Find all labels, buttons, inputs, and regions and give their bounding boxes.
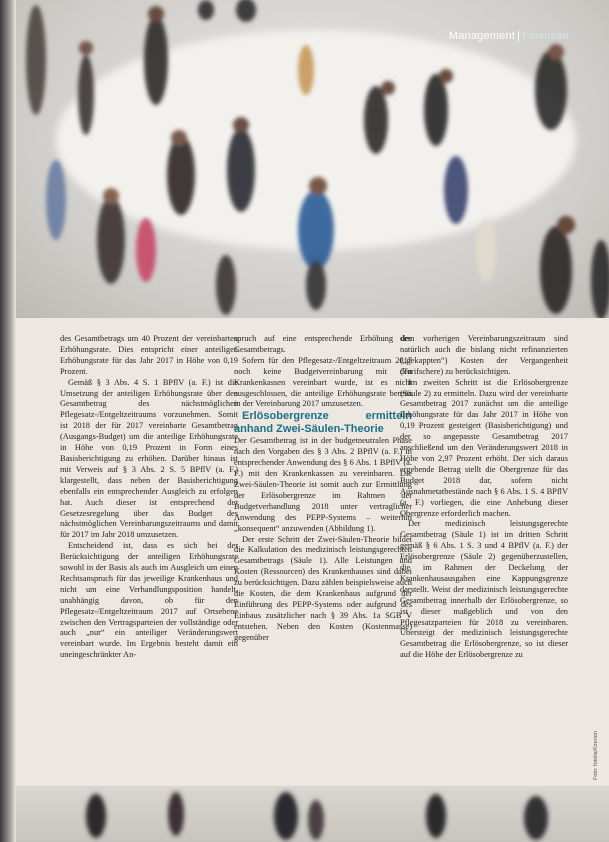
subsection-label: Finanzen: [522, 30, 569, 42]
paragraph: Entscheidend ist, dass es sich bei der Berücksichtigung der anteiligen Erhöhungsrate sowohl in der Basis als auch im Ausgleich um einen Rechtsanspruch für das jeweilige Krankenhaus und nicht um eine Verhandlungsposition handelt, unabhängig davon, ob für den Pflegesatz-/Entgeltzeitraum 2017 auf Ortsebene zwischen den Vertragsparteien der vollständige oder auch „nur“ ein anteiliger Veränderungswert vereinbart wurde. Im Ergebnis besteht damit ein uneingeschränkter An-: [60, 541, 238, 660]
text-column-2: [234, 334, 412, 784]
section-header: [449, 30, 569, 42]
bottom-photo-strip: [16, 786, 609, 842]
section-separator: |: [517, 30, 521, 42]
section-label: Management: [448, 30, 516, 42]
paragraph: Der erste Schritt der Zwei-Säulen-Theorie bildet die Kalkulation des medizinisch leistungsgerechten Gesamtbetrags (Säule 1). Alle Leistungen und Kosten (Ressourcen) des Krankenhauses sind dabei zu berücksichtigen. Dazu zählen beispielsweise auch die Kosten, die dem Krankenhaus aufgrund der Einführung des PEPP-Systems oder aufgrund des Einbaus zusätzlicher nach § 39 Abs. 1a SGB V entstehen. Neben den Kosten (Kostenmasse) gegenüber: [234, 534, 412, 642]
paragraph: Der medizinisch leistungsgerechte Gesamtbetrag (Säule 1) ist im dritten Schritt gemäß § 6 Abs. 1 S. 3 und 4 BPflV (a. F.) der Erlösobergrenze (Säule 2) gegenüberzustellen, die im Rahmen der Deckelung der Krankenhausausgaben eine Kappungsgrenze darstellt. Weist der medizinisch leistungsgerechte Gesamtbetrag innerhalb der Erlösobergrenze, so ist dieser maßgeblich und von den Pflegesatzparteien für 2018 zu vereinbaren. Übersteigt der medizinisch leistungsgerechte Gesamtbetrag die Erlösobergrenze, so ist dieser auf die Höhe der Erlösobergrenze zu: [400, 519, 568, 660]
paragraph: Im zweiten Schritt ist die Erlösobergrenze (Säule 2) zu ermitteln. Dazu wird der vereinbarte Gesamtbetrag 2017 zunächst um die anteilige Erhöhungsrate für das Jahr 2017 in Höhe von 0,19 Prozent gesteigert (Basisberichtigung) und der so angepasste Gesamtbetrag 2017 anschließend um den Veränderungswert 2018 in Höhe von 2,97 Prozent erhöht. Der sich daraus ergebende Betrag stellt die Obergrenze für das Budget 2018 dar, sofern nicht Ausnahmetatbestände nach § 6 Abs. 1 S. 4 BPflV (a. F.) vorliegen, die eine Anhebung dieser Obergrenze erforderlich machen.: [400, 377, 568, 518]
blurred-feet-photo-icon: [16, 786, 609, 842]
crowd-photo: [16, 0, 609, 318]
paragraph: dem vorherigen Vereinbarungszeitraum sind natürlich auch die bislang nicht refinanzierten („gekappten“) Kosten der Vergangenheit (Tarifschere) zu berücksichtigen.: [400, 334, 568, 376]
blurred-crowd-photo-icon: [16, 0, 609, 318]
paragraph: Der Gesamtbetrag ist in der budgetneutralen Phase nach den Vorgaben des § 3 Abs. 2 BPflV (a. F.) in entsprechender Anwendung des § 6 Abs. 1 BPflV (a. F.) mit den Krankenkassen zu vereinbaren. Die Zwei-Säulen-Theorie ist somit auch zur Ermittlung der Erlösobergrenze im Rahmen der Budgetverhandlung 2018 unter vertraglicher Anwendung des PEPP-Systems – weiterhin „konsequent“ anzuwenden (Abbildung 1).: [234, 436, 412, 533]
text-column-1: [60, 334, 238, 784]
paragraph: spruch auf eine entsprechende Erhöhung des Gesamtbetrags.: [234, 334, 412, 354]
text-column-3: [400, 334, 568, 784]
paragraph: des Gesamtbetrags um 40 Prozent der vereinbarten Erhöhungsrate. Dies entspricht einer anteiligen Erhöhungsrate für das Jahr 2017 in Höhe von 0,19 Prozent.: [60, 334, 238, 376]
paragraph: Gemäß § 3 Abs. 4 S. 1 BPflV (a. F.) ist die Umsetzung der anteiligen Erhöhungsrate über den Gesamtbetrag des nächstmöglichen Pflegesatz-/Entgeltzeitraums vorzunehmen. Somit ist 2018 der für 2017 vereinbarte Gesamtbetrag (Ausgangs-Budget) um die anteilige Erhöhungsrate in Höhe von 0,19 Prozent in Form eines Basisberichtigung zu erhöhen. Darüber hinaus ist mit Verweis auf § 3 Abs. 2 S. 5 BPflV (a. F.) klargestellt, dass neben der Basisberichtigung ebenfalls ein entsprechender Ausgleich zu erfolgen hat. Auch dieser ist entsprechend der Gesetzesregelung über das Budget des nächstmöglichen Vereinbarungszeitraums und damit für 2017 im Jahr 2018 umzusetzen.: [60, 377, 238, 540]
binding-shadow: [0, 0, 16, 842]
paragraph: Sofern für den Pflegesatz-/Entgeltzeitraum 2017 noch keine Budgetvereinbarung mit den Krankenkassen vereinbart wurde, ist es nicht ausgeschlossen, die anteilige Erhöhungsrate bereits in der Vereinbarung 2017 umzusetzen.: [234, 355, 412, 409]
photo-credit: Foto: fotolia/Kzenon: [593, 731, 599, 780]
section-heading: Erlösobergrenze ermitteln anhand Zwei-Säulen-Theorie: [234, 410, 412, 436]
